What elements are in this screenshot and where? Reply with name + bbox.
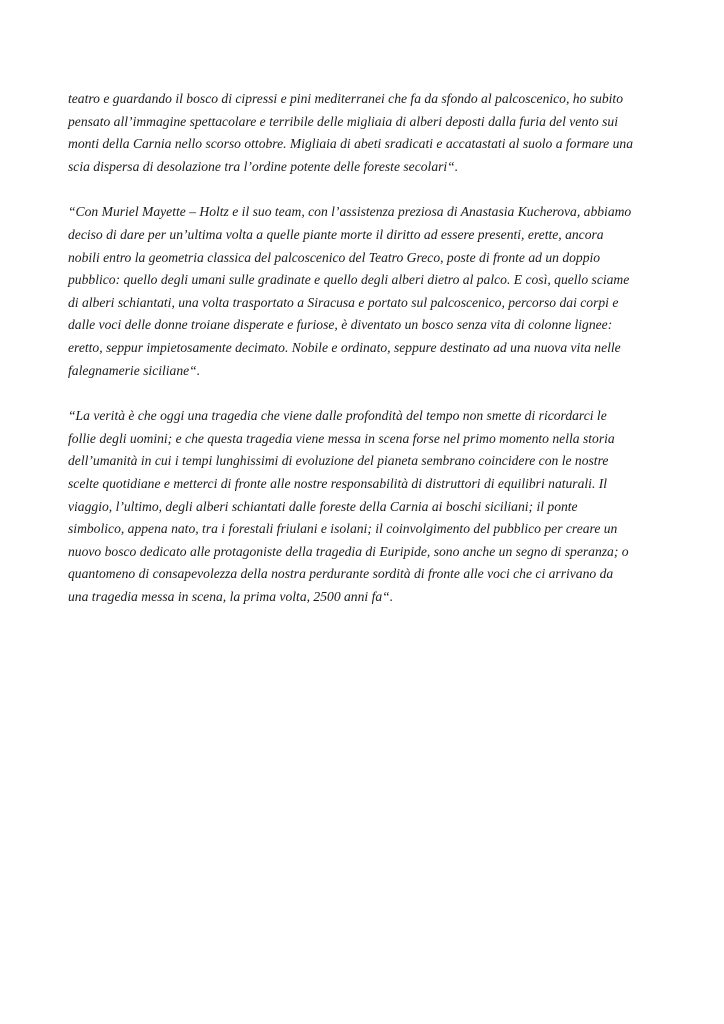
text-line: nuovo bosco dedicato alle protagoniste della tragedia di Euripide, sono anche un segno di speranza; o xyxy=(68,543,629,559)
text-line: dalle voci delle donne troiane disperate e furiose, è diventato un bosco senza vita di colonne lignee: xyxy=(68,317,613,333)
text-line: “La verità è che oggi una tragedia che viene dalle profondità del tempo non smette di ricordarci le xyxy=(68,408,607,424)
text-line: teatro e guardando il bosco di cipressi e pini mediterranei che fa da sfondo al palcoscenico, ho subito xyxy=(68,91,624,106)
text-line: una tragedia messa in scena, la prima volta, 2500 anni fa“. xyxy=(68,588,394,604)
paragraph-2 xyxy=(68,201,668,382)
text-line: simbolico, appena nato, tra i forestali friulani e isolani; il coinvolgimento del pubblico per creare un xyxy=(68,521,618,537)
text-line: follie degli uomini; e che questa tragedia viene messa in scena forse nel primo momento nella storia xyxy=(68,430,615,446)
text-line: nobili entro la geometria classica del palcoscenico del Teatro Greco, poste di fronte ad un doppio xyxy=(68,249,601,265)
text-line: deciso di dare per un’ultima volta a quelle piante morte il diritto ad essere presenti, erette, ancora xyxy=(68,226,604,242)
text-line: pensato all’immagine spettacolare e terribile delle migliaia di alberi deposti dalla furia del vento sui xyxy=(68,113,618,129)
text-line: eretto, seppur impietosamente decimato. Nobile e ordinato, seppure destinato ad una nuova vita nelle xyxy=(68,339,621,355)
text-line: scia dispersa di desolazione tra l’ordine potente delle foreste secolari“. xyxy=(68,158,459,174)
text-line: “Con Muriel Mayette – Holtz e il suo team, con l’assistenza preziosa di Anastasia Kucherova, abbiamo xyxy=(68,204,632,220)
text-line: dell’umanità in cui i tempi lunghissimi di evoluzione del pianeta sembrano coincidere con le nostre xyxy=(68,453,609,469)
text-line: di alberi schiantati, una volta trasportato a Siracusa e portato sul palcoscenico, percorso dai corpi e xyxy=(68,294,619,310)
text-line: pubblico: quello degli umani sulle gradinate e quello degli alberi dietro al palco. E così, quello sciame xyxy=(68,272,630,288)
text-line: falegnamerie siciliane“. xyxy=(68,362,201,378)
text-line: scelte quotidiane e metterci di fronte alle nostre responsabilità di distruttori di equilibri naturali. Il xyxy=(68,475,608,491)
text-line: quantomeno di consapevolezza della nostra perdurante sordità di fronte alle voci che ci arrivano da xyxy=(68,566,614,582)
text-line: viaggio, l’ultimo, degli alberi schiantati dalle foreste della Carnia ai boschi siciliani; il ponte xyxy=(68,498,578,514)
paragraph-3 xyxy=(68,405,668,608)
text-line: monti della Carnia nello scorso ottobre. Migliaia di abeti sradicati e accatastati al suolo a formare una xyxy=(68,136,633,152)
document-body xyxy=(68,88,668,631)
paragraph-1 xyxy=(68,88,668,178)
